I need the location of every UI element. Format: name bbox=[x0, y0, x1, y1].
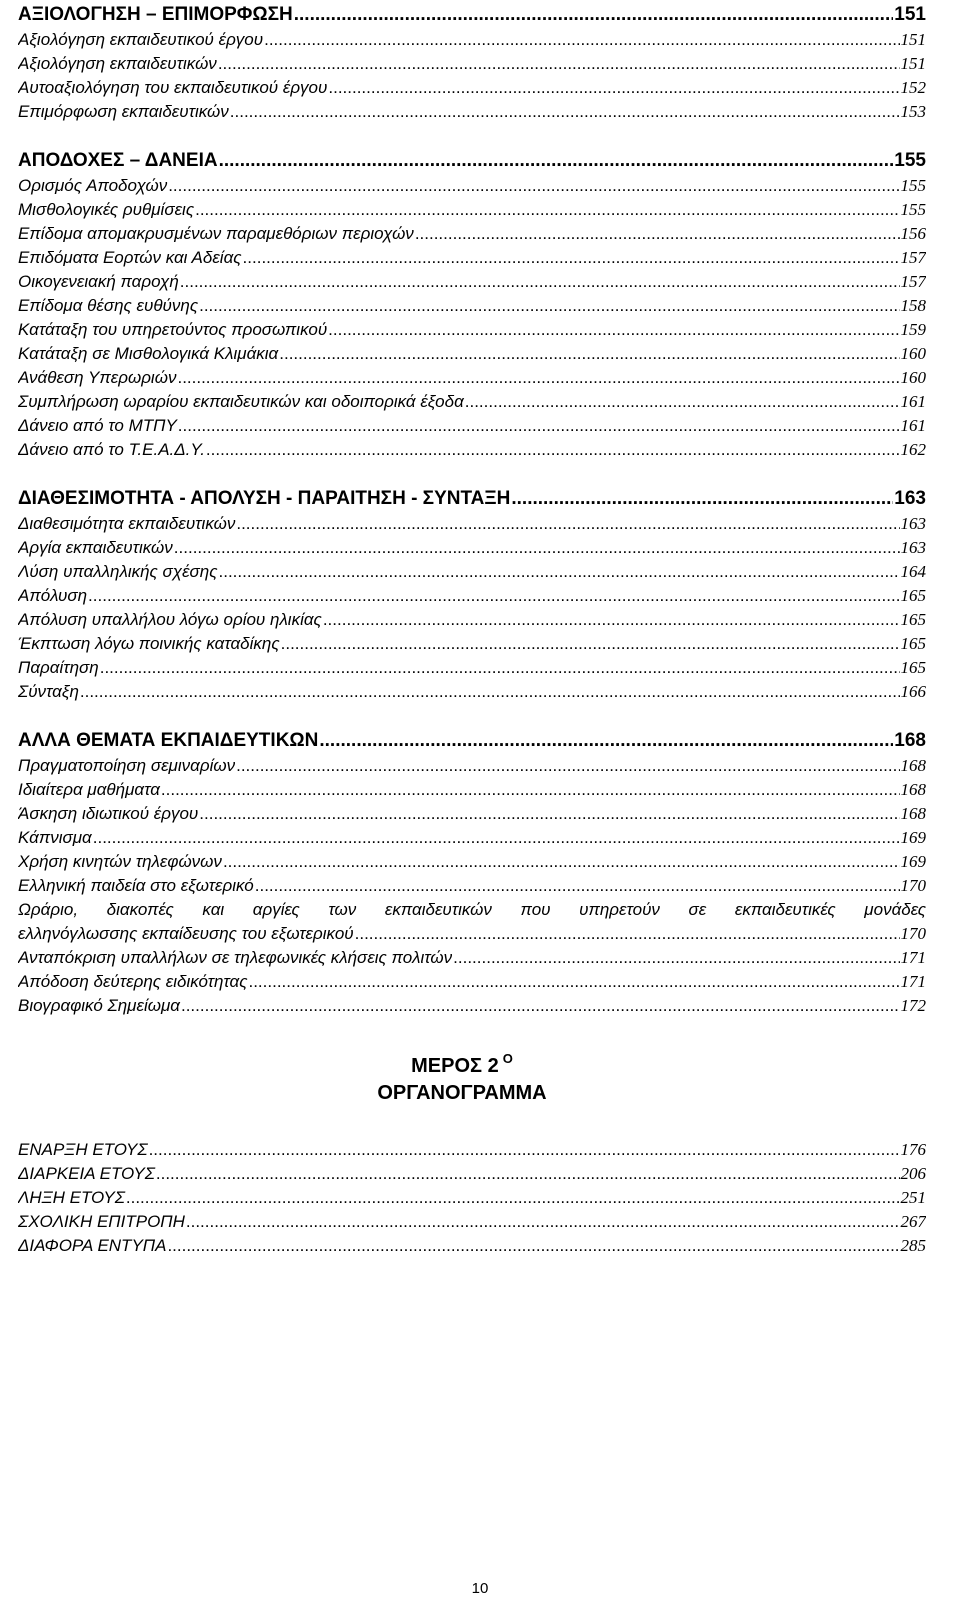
entry-page: 285 bbox=[900, 1236, 926, 1255]
toc-heading[interactable] bbox=[18, 148, 926, 174]
toc-entry[interactable] bbox=[18, 560, 926, 584]
entry-label: Κατάταξη του υπηρετούντος προσωπικού bbox=[18, 320, 328, 339]
toc-entry[interactable] bbox=[18, 366, 926, 390]
entry-page: 172 bbox=[900, 996, 926, 1015]
toc-section bbox=[18, 1138, 926, 1258]
toc-section bbox=[18, 148, 926, 462]
entry-page: 165 bbox=[900, 586, 926, 605]
part-subtitle: ΟΡΓΑΝΟΓΡΑΜΜΑ bbox=[377, 1082, 547, 1104]
toc-section bbox=[18, 728, 926, 1018]
toc-entry[interactable] bbox=[18, 680, 926, 704]
toc-entry[interactable] bbox=[18, 1138, 926, 1162]
toc-section bbox=[18, 486, 926, 704]
part-title bbox=[0, 1042, 926, 1076]
toc-entry[interactable] bbox=[18, 994, 926, 1018]
entry-page: 165 bbox=[900, 610, 926, 629]
entry-label: Απόδοση δεύτερης ειδικότητας bbox=[18, 972, 248, 991]
heading-page: 155 bbox=[894, 150, 926, 171]
heading-page: 151 bbox=[894, 4, 926, 25]
entry-label: ΔΙΑΦΟΡΑ ΕΝΤΥΠΑ bbox=[18, 1236, 167, 1255]
toc-entry[interactable] bbox=[18, 318, 926, 342]
toc-entry-wrapped-line[interactable]: Ωράριο, διακοπές και αργίες των εκπαιδευτικών που υπηρετούν σε εκπαιδευτικές μονάδες bbox=[18, 900, 926, 919]
toc-entry[interactable] bbox=[18, 946, 926, 970]
entry-label: Αυτοαξιολόγηση του εκπαιδευτικού έργου bbox=[18, 78, 328, 97]
entry-page: 155 bbox=[900, 200, 926, 219]
entry-label: Ανταπόκριση υπαλλήλων σε τηλεφωνικές κλήσεις πολιτών bbox=[18, 948, 453, 967]
toc-heading[interactable] bbox=[18, 2, 926, 28]
toc-entry[interactable] bbox=[18, 536, 926, 560]
toc-entry[interactable] bbox=[18, 414, 926, 438]
entry-page: 206 bbox=[900, 1164, 926, 1183]
heading-page: 163 bbox=[894, 488, 926, 509]
entry-label: Κατάταξη σε Μισθολογικά Κλιμάκια bbox=[18, 344, 279, 363]
heading-label: ΑΞΙΟΛΟΓΗΣΗ – ΕΠΙΜΟΡΦΩΣΗ bbox=[18, 4, 293, 25]
entry-page: 155 bbox=[900, 176, 926, 195]
entry-label: Δάνειο από το ΜΤΠΥ bbox=[18, 416, 177, 435]
part-title-superscript: Ο bbox=[502, 1051, 513, 1066]
toc-entry[interactable] bbox=[18, 294, 926, 318]
entry-page: 162 bbox=[900, 440, 926, 459]
part-title-text: ΜΕΡΟΣ 2 bbox=[411, 1055, 499, 1077]
entry-label: ΔΙΑΡΚΕΙΑ ΕΤΟΥΣ bbox=[18, 1164, 155, 1183]
toc-heading[interactable] bbox=[18, 728, 926, 754]
entry-label: Χρήση κινητών τηλεφώνων bbox=[18, 852, 222, 871]
entry-label: Μισθολογικές ρυθμίσεις bbox=[18, 200, 195, 219]
toc-entry[interactable] bbox=[18, 198, 926, 222]
entry-page: 156 bbox=[900, 224, 926, 243]
entry-page: 168 bbox=[900, 804, 926, 823]
entry-page: 161 bbox=[900, 392, 926, 411]
entry-page: 153 bbox=[900, 102, 926, 121]
entry-page: 166 bbox=[900, 682, 926, 701]
entry-label: Διαθεσιμότητα εκπαιδευτικών bbox=[18, 514, 236, 533]
toc-entry[interactable] bbox=[18, 1186, 926, 1210]
toc-entry[interactable] bbox=[18, 754, 926, 778]
entry-label: Αργία εκπαιδευτικών bbox=[18, 538, 173, 557]
entry-page: 161 bbox=[900, 416, 926, 435]
toc-entry[interactable] bbox=[18, 76, 926, 100]
entry-label: Αξιολόγηση εκπαιδευτικού έργου bbox=[18, 30, 264, 49]
toc-entry[interactable] bbox=[18, 802, 926, 826]
entry-page: 171 bbox=[900, 972, 926, 991]
toc-section bbox=[18, 0, 926, 124]
toc-entry[interactable] bbox=[18, 1210, 926, 1234]
entry-page: 157 bbox=[900, 272, 926, 291]
toc-entry[interactable] bbox=[18, 1234, 926, 1258]
entry-label: Βιογραφικό Σημείωμα bbox=[18, 996, 180, 1015]
entry-page: 152 bbox=[900, 78, 926, 97]
entry-label: Απόλυση bbox=[18, 586, 88, 605]
entry-page: 170 bbox=[900, 876, 926, 895]
toc-entry[interactable] bbox=[18, 390, 926, 414]
entry-page: 163 bbox=[900, 514, 926, 533]
toc-heading[interactable] bbox=[18, 486, 926, 512]
toc-entry[interactable] bbox=[18, 922, 926, 946]
entry-label: Κάπνισμα bbox=[18, 828, 92, 847]
entry-label: Επιδόματα Εορτών και Αδείας bbox=[18, 248, 242, 267]
entry-label: Πραγματοποίηση σεμιναρίων bbox=[18, 756, 236, 775]
entry-page: 157 bbox=[900, 248, 926, 267]
entry-label: Δάνειο από το Τ.Ε.Α.Δ.Υ. bbox=[18, 440, 205, 459]
toc-entry[interactable] bbox=[18, 270, 926, 294]
entry-label: Ιδιαίτερα μαθήματα bbox=[18, 780, 160, 799]
toc-entry[interactable] bbox=[18, 100, 926, 124]
entry-label: Επιμόρφωση εκπαιδευτικών bbox=[18, 102, 229, 121]
entry-page: 151 bbox=[900, 54, 926, 73]
entry-page: 168 bbox=[900, 780, 926, 799]
entry-label: ΕΝΑΡΞΗ ΕΤΟΥΣ bbox=[18, 1140, 148, 1159]
entry-label: ελληνόγλωσσης εκπαίδευσης του εξωτερικού bbox=[18, 924, 354, 943]
entry-label: Παραίτηση bbox=[18, 658, 99, 677]
entry-label: ΛΗΞΗ ΕΤΟΥΣ bbox=[18, 1188, 125, 1207]
toc-entry[interactable] bbox=[18, 778, 926, 802]
entry-page: 151 bbox=[900, 30, 926, 49]
entry-label: Σύνταξη bbox=[18, 682, 79, 701]
entry-page: 169 bbox=[900, 852, 926, 871]
toc-entry[interactable] bbox=[18, 52, 926, 76]
entry-label: Απόλυση υπαλλήλου λόγω ορίου ηλικίας bbox=[18, 610, 322, 629]
toc-entry[interactable] bbox=[18, 438, 926, 462]
toc-entry[interactable] bbox=[18, 342, 926, 366]
entry-page: 163 bbox=[900, 538, 926, 557]
entry-page: 176 bbox=[900, 1140, 926, 1159]
toc-entry[interactable] bbox=[18, 970, 926, 994]
entry-page: 170 bbox=[900, 924, 926, 943]
entry-page: 160 bbox=[900, 344, 926, 363]
entry-page: 171 bbox=[900, 948, 926, 967]
entry-page: 165 bbox=[900, 634, 926, 653]
entry-label: Επίδομα απομακρυσμένων παραμεθόριων περιοχών bbox=[18, 224, 414, 243]
entry-label: Ελληνική παιδεία στο εξωτερικό bbox=[18, 876, 254, 895]
toc-entry[interactable] bbox=[18, 1162, 926, 1186]
entry-label: ΣΧΟΛΙΚΗ ΕΠΙΤΡΟΠΗ bbox=[18, 1212, 185, 1231]
toc-entry[interactable] bbox=[18, 584, 926, 608]
entry-label: Λύση υπαλληλικής σχέσης bbox=[18, 562, 218, 581]
toc-entry[interactable] bbox=[18, 246, 926, 270]
entry-page: 165 bbox=[900, 658, 926, 677]
heading-label: ΔΙΑΘΕΣΙΜΟΤΗΤΑ - ΑΠΟΛΥΣΗ - ΠΑΡΑΙΤΗΣΗ - ΣΥΝΤΑΞΗ bbox=[18, 488, 511, 509]
toc-entry[interactable] bbox=[18, 826, 926, 850]
entry-page: 160 bbox=[900, 368, 926, 387]
toc-entry[interactable] bbox=[18, 874, 926, 898]
toc-entry[interactable] bbox=[18, 632, 926, 656]
entry-page: 168 bbox=[900, 756, 926, 775]
entry-label: Συμπλήρωση ωραρίου εκπαιδευτικών και οδοιπορικά έξοδα bbox=[18, 392, 464, 411]
entry-label: Οικογενειακή παροχή bbox=[18, 272, 179, 291]
entry-label: Επίδομα θέσης ευθύνης bbox=[18, 296, 199, 315]
entry-label: Ορισμός Αποδοχών bbox=[18, 176, 168, 195]
toc-entry[interactable] bbox=[18, 656, 926, 680]
entry-page: 159 bbox=[900, 320, 926, 339]
entry-label: Αξιολόγηση εκπαιδευτικών bbox=[18, 54, 217, 73]
entry-page: 267 bbox=[900, 1212, 926, 1231]
heading-page: 168 bbox=[894, 730, 926, 751]
entry-page: 158 bbox=[900, 296, 926, 315]
entry-label: Άσκηση ιδιωτικού έργου bbox=[18, 804, 199, 823]
toc-entry[interactable] bbox=[18, 608, 926, 632]
heading-label: ΑΠΟΔΟΧΕΣ – ΔΑΝΕΙΑ bbox=[18, 150, 218, 171]
heading-label: ΑΛΛΑ ΘΕΜΑΤΑ ΕΚΠΑΙΔΕΥΤΙΚΩΝ bbox=[18, 730, 319, 751]
entry-page: 164 bbox=[900, 562, 926, 581]
toc-entry[interactable] bbox=[18, 174, 926, 198]
entry-label: Έκπτωση λόγω ποινικής καταδίκης bbox=[18, 634, 280, 653]
toc-entry[interactable] bbox=[18, 28, 926, 52]
toc-entry[interactable] bbox=[18, 222, 926, 246]
toc-entry[interactable] bbox=[18, 850, 926, 874]
page-number: 10 bbox=[471, 1580, 489, 1597]
entry-page: 169 bbox=[900, 828, 926, 847]
table-of-contents bbox=[18, 0, 926, 1258]
toc-entry[interactable] bbox=[18, 512, 926, 536]
entry-page: 251 bbox=[900, 1188, 926, 1207]
entry-label: Ανάθεση Υπερωριών bbox=[18, 368, 177, 387]
